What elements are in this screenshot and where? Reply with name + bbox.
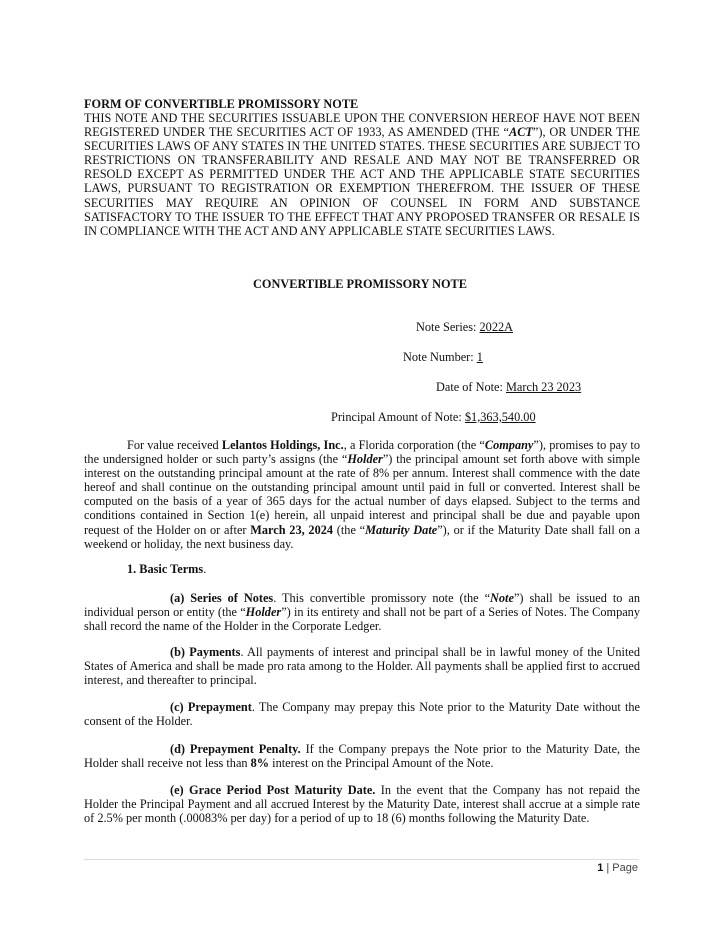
note-number (403, 350, 483, 364)
note-series-value: 2022A (479, 320, 514, 334)
note-definition: Note (490, 591, 514, 605)
clause-text: ”) shall be issued to an individual person or entity (the “ (84, 591, 640, 620)
clause-text: If the Company prepays the Note prior to the Maturity Date, the Holder shall receive not less than (84, 742, 640, 771)
section-1-title: 1. Basic Terms (127, 562, 204, 576)
maturity-date-definition: Maturity Date (365, 522, 438, 537)
clause-text: . The Company may prepay this Note prior to the Maturity Date without the consent of the Holder. (84, 700, 640, 729)
clause-d-prepayment-penalty (84, 742, 640, 770)
principal-value: $1,363,540.00 (464, 410, 536, 424)
section-1-heading (127, 562, 206, 576)
document-title: CONVERTIBLE PROMISSORY NOTE (253, 277, 467, 291)
legend-title: FORM OF CONVERTIBLE PROMISSORY NOTE (84, 97, 359, 111)
clause-b-payments (84, 645, 640, 687)
note-date-label: Date of Note: (436, 380, 506, 394)
page-footer (597, 862, 638, 874)
legend-text-b: ”), OR UNDER THE SECURITIES LAWS OF ANY STATES IN THE UNITED STATES. THESE SECURITIES ARE SUBJECT TO RESTRICTIONS ON TRANSFERABILITY AND RESALE AND MAY NOT BE TRANSFERRED OR RESOLD EXCEPT AS PERMITTED UNDER THE ACT AND THE APPLICABLE STATE SECURITIES LAWS, PURSUANT TO REGISTRATION OR EXEMPTION THEREFROM. THE ISSUER OF THESE SECURITIES MAY REQUIRE AN OPINION OF COUNSEL IN FORM AND SUBSTANCE SATISFACTORY TO THE ISSUER TO THE EFFECT THAT ANY PROPOSED TRANSFER OR RESALE IS IN COMPLIANCE WITH THE ACT AND ANY APPLICABLE STATE SECURITIES LAWS. (84, 125, 640, 238)
note-number-label: Note Number: (403, 350, 477, 364)
clause-d-title: (d) Prepayment Penalty. (170, 742, 301, 756)
clause-text: In the event that the Company has not repaid the Holder the Principal Payment and all accrued Interest by the Maturity Date, interest shall accrue at a simple rate of 2.5% per month (.00083% per day) for a period of up to 18 (6) months following the Maturity Date. (84, 783, 640, 826)
clause-b-title: (b) Payments (170, 645, 241, 659)
intro-text: ”), or if the Maturity Date shall fall on a weekend or holiday, the next business day. (84, 522, 640, 551)
principal-label: Principal Amount of Note: (331, 410, 465, 424)
clause-text: . All payments of interest and principal shall be in lawful money of the United States of America and shall be made pro rata among to the Holder. All payments shall be applied first to accrued interest, and thereafter to principal. (84, 645, 640, 688)
page-number: 1 (597, 862, 604, 874)
act-definition: ACT (509, 125, 533, 140)
clause-text: ”) in its entirety and shall not be part of a Series of Notes. The Company shall record the name of the Holder in the Corporate Ledger. (84, 605, 640, 634)
clause-e-grace-period (84, 783, 640, 825)
note-date-value: March 23 2023 (506, 380, 582, 394)
clause-c-title: (c) Prepayment (170, 700, 252, 714)
note-series-label: Note Series: (416, 320, 480, 334)
intro-text: ”) the principal amount set forth above with simple interest on the outstanding principal amount at the rate of 8% per annum. Interest shall commence with the date hereof and shall continue on the outstanding principal amount until paid in full or converted. Interest shall be computed on the basis of a year of 365 days for the actual number of days elapsed. Subject to the terms and conditions contained in Section 1(e) herein, all unpaid interest and principal shall be due and payable upon request of the Holder on or after (84, 452, 640, 537)
holder-definition: Holder (245, 605, 282, 620)
section-1-period: . (203, 562, 207, 576)
maturity-date: March 23, 2024 (250, 522, 334, 537)
clause-text: interest on the Principal Amount of the Note. (269, 756, 494, 771)
securities-legend (84, 111, 640, 238)
holder-definition: Holder (347, 452, 383, 467)
clause-a-series-of-notes (84, 591, 640, 633)
footer-divider (84, 859, 639, 860)
clause-text: . This convertible promissory note (the “ (273, 591, 491, 605)
note-number-value: 1 (476, 350, 483, 364)
intro-text: (the “ (333, 522, 366, 537)
page-label: Page (612, 862, 638, 874)
penalty-percent: 8% (250, 756, 270, 771)
note-date (436, 380, 581, 394)
clause-a-title: (a) Series of Notes (170, 591, 274, 605)
note-series (416, 320, 513, 334)
intro-text: For value received (127, 438, 222, 452)
legend-text-a: THIS NOTE AND THE SECURITIES ISSUABLE UPON THE CONVERSION HEREOF HAVE NOT BEEN REGISTERED UNDER THE SECURITIES ACT OF 1933, AS AMENDED (THE “ (84, 111, 640, 140)
footer-separator: | (603, 862, 613, 874)
clause-e-title: (e) Grace Period Post Maturity Date. (170, 783, 376, 797)
company-name: Lelantos Holdings, Inc. (221, 438, 344, 452)
company-definition: Company (484, 438, 534, 452)
intro-paragraph (84, 438, 640, 551)
principal-amount (331, 410, 536, 424)
clause-c-prepayment (84, 700, 640, 728)
intro-text: , a Florida corporation (the “ (343, 438, 485, 452)
intro-text: ”), promises to pay to the undersigned holder or such party’s assigns (the “ (84, 438, 640, 467)
